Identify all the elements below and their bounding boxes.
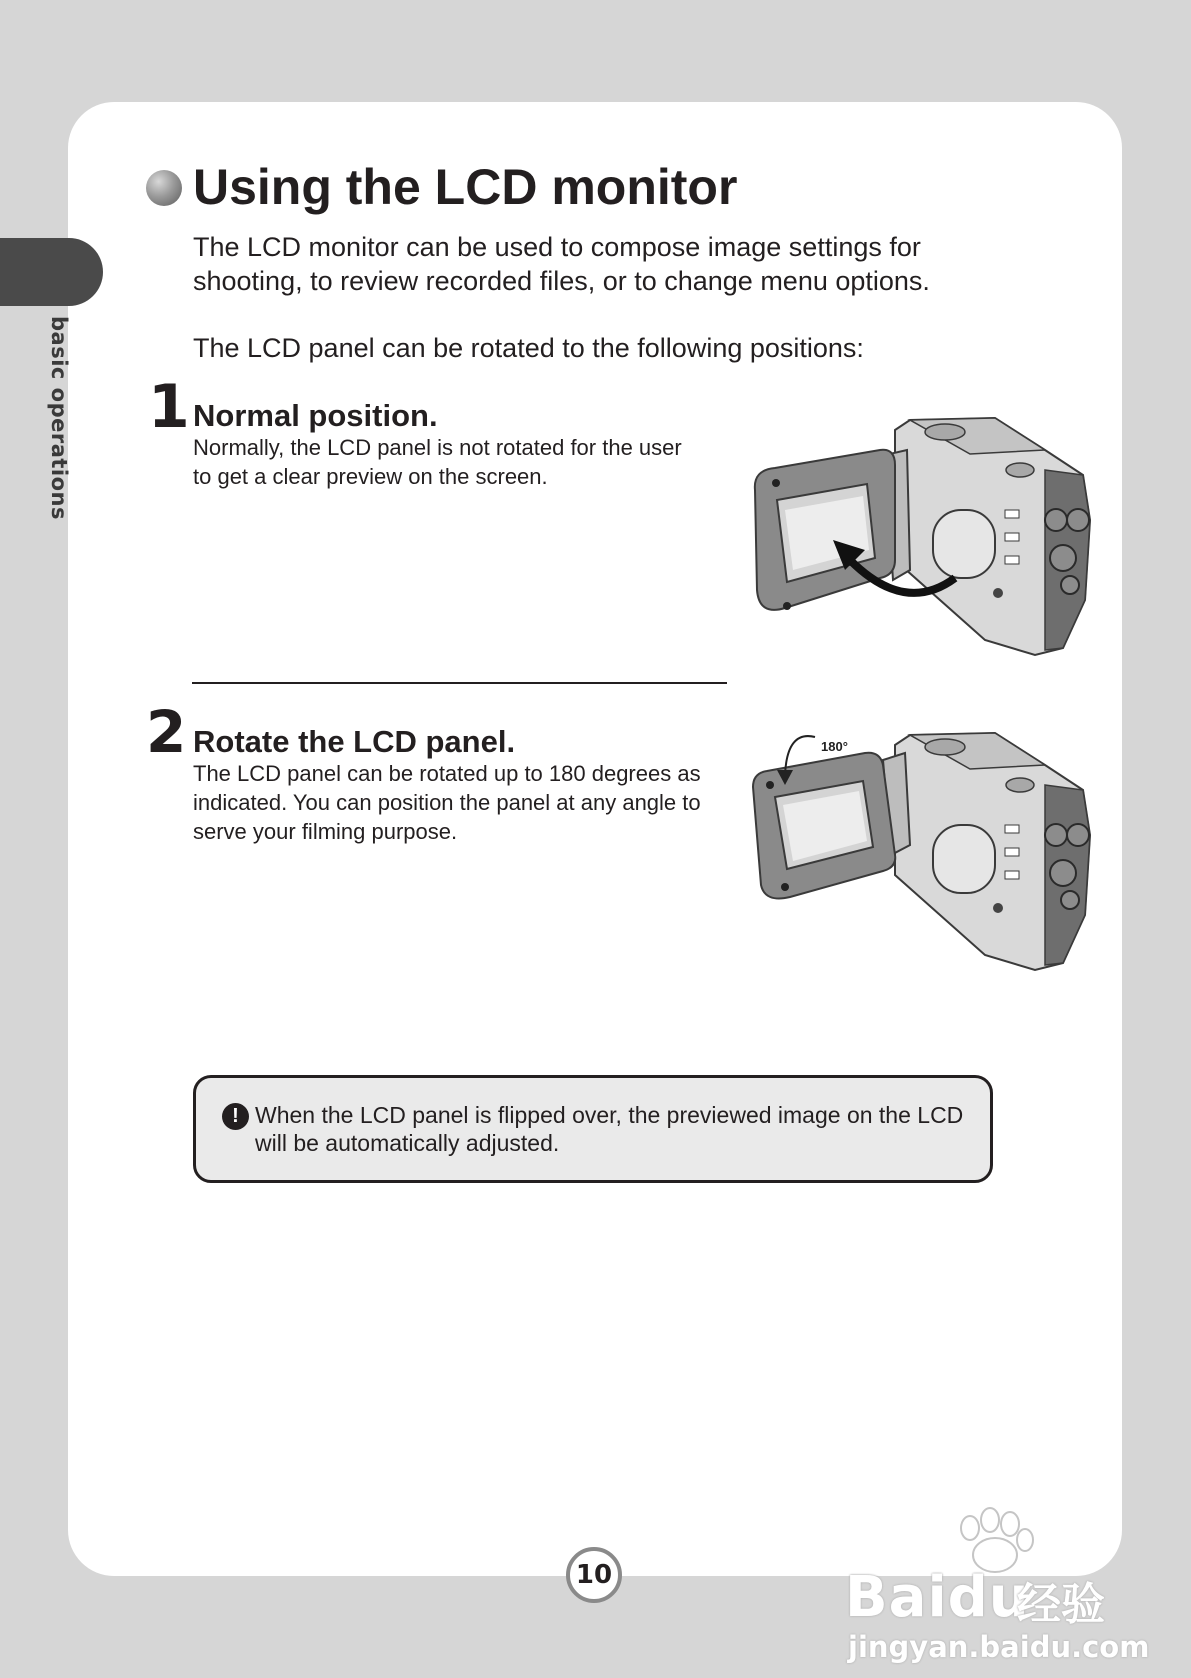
- page-number: 10: [566, 1547, 622, 1603]
- page-title: Using the LCD monitor: [193, 159, 738, 215]
- title-bullet-icon: [146, 170, 182, 206]
- rotation-angle-label: 180°: [821, 739, 848, 754]
- watermark-brand: Baidu: [845, 1565, 1030, 1630]
- step-1-number: 1: [148, 372, 190, 442]
- exclamation-icon: !: [222, 1103, 249, 1130]
- intro-paragraph: The LCD monitor can be used to compose image settings for shooting, to review recorded files, or to change menu options.: [193, 232, 930, 296]
- watermark-url: jingyan.baidu.com: [848, 1630, 1150, 1664]
- section-tab: [0, 238, 103, 306]
- watermark-cn: 经验: [1017, 1579, 1105, 1630]
- note-text: When the LCD panel is flipped over, the previewed image on the LCD will be automatically adjusted.: [255, 1102, 964, 1156]
- camcorder-rotated-illustration: [745, 725, 1095, 975]
- positions-intro: The LCD panel can be rotated to the following positions:: [193, 333, 864, 363]
- note-box: [193, 1075, 993, 1183]
- step-2-body: The LCD panel can be rotated up to 180 degrees as indicated. You can position the panel at any angle to serve your filming purpose.: [193, 761, 701, 844]
- camcorder-normal-illustration: [745, 410, 1095, 660]
- step-1-heading: Normal position.: [193, 398, 438, 433]
- step-2-number: 2: [146, 698, 187, 766]
- step-1-body: Normally, the LCD panel is not rotated for the user to get a clear preview on the screen.: [193, 435, 682, 489]
- section-divider: [192, 682, 727, 684]
- step-2-heading: Rotate the LCD panel.: [193, 724, 516, 759]
- section-label: basic operations: [47, 316, 71, 521]
